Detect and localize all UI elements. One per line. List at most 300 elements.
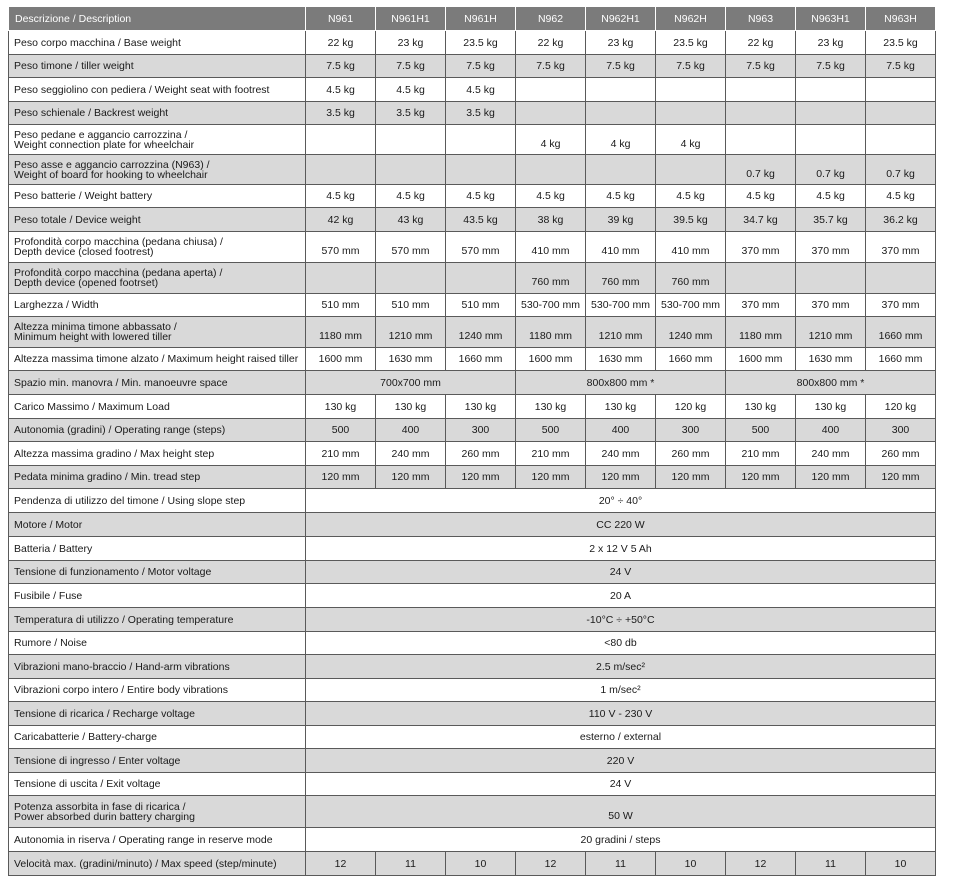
value-cell: 1180 mm xyxy=(306,317,376,348)
value-cell: 38 kg xyxy=(516,208,586,232)
value-cell: 1600 mm xyxy=(726,348,796,371)
header-model: N962H1 xyxy=(586,7,656,31)
row-label xyxy=(9,726,306,749)
table-row xyxy=(9,852,936,876)
row-label-line: Tensione di ricarica / Recharge voltage xyxy=(14,707,195,720)
value-cell: 410 mm xyxy=(656,232,726,263)
value-cell: 10 xyxy=(446,852,516,876)
value-cell xyxy=(866,263,936,294)
row-label xyxy=(9,419,306,442)
value-cell: 23 kg xyxy=(796,31,866,55)
value-cell: 240 mm xyxy=(586,442,656,466)
header-row xyxy=(9,7,936,31)
value-cell xyxy=(726,125,796,155)
row-label xyxy=(9,655,306,679)
value-cell: 220 V xyxy=(306,749,936,773)
value-cell: esterno / external xyxy=(306,726,936,749)
row-label xyxy=(9,185,306,208)
row-label-line: Altezza massima timone alzato / Maximum height raised tiller xyxy=(14,353,299,365)
table-row xyxy=(9,78,936,102)
value-cell: 1600 mm xyxy=(306,348,376,371)
table-row xyxy=(9,395,936,419)
table-row xyxy=(9,608,936,632)
value-cell: -10°C ÷ +50°C xyxy=(306,608,936,632)
spec-table xyxy=(8,6,936,876)
table-row xyxy=(9,102,936,125)
value-cell: 120 mm xyxy=(446,466,516,489)
value-cell: 4.5 kg xyxy=(376,78,446,102)
value-cell: 570 mm xyxy=(306,232,376,263)
value-cell: 3.5 kg xyxy=(446,102,516,125)
value-cell: 300 xyxy=(656,419,726,442)
value-cell: 370 mm xyxy=(866,294,936,317)
row-label xyxy=(9,702,306,726)
table-row xyxy=(9,371,936,395)
value-cell: 7.5 kg xyxy=(656,55,726,78)
value-cell xyxy=(446,125,516,155)
value-cell: 39.5 kg xyxy=(656,208,726,232)
value-cell xyxy=(306,125,376,155)
table-row xyxy=(9,31,936,55)
value-cell xyxy=(376,155,446,185)
row-label xyxy=(9,489,306,513)
value-cell: 10 xyxy=(656,852,726,876)
value-cell: 1210 mm xyxy=(376,317,446,348)
row-label-line: Rumore / Noise xyxy=(14,637,87,649)
value-cell: 24 V xyxy=(306,773,936,796)
value-cell: 4 kg xyxy=(586,125,656,155)
header-model: N962H xyxy=(656,7,726,31)
row-label-line: Carico Massimo / Maximum Load xyxy=(14,400,170,413)
value-cell: 130 kg xyxy=(726,395,796,419)
value-cell: 1240 mm xyxy=(446,317,516,348)
value-cell: 1180 mm xyxy=(726,317,796,348)
value-cell: 0.7 kg xyxy=(866,155,936,185)
value-cell: 36.2 kg xyxy=(866,208,936,232)
row-label xyxy=(9,208,306,232)
value-cell: 0.7 kg xyxy=(726,155,796,185)
value-cell: 510 mm xyxy=(376,294,446,317)
value-cell: 400 xyxy=(376,419,446,442)
value-cell: 240 mm xyxy=(796,442,866,466)
value-cell: 7.5 kg xyxy=(586,55,656,78)
value-cell xyxy=(796,263,866,294)
value-cell: 1240 mm xyxy=(656,317,726,348)
header-model: N963H xyxy=(866,7,936,31)
value-cell: 120 kg xyxy=(866,395,936,419)
row-label xyxy=(9,263,306,294)
value-cell: 530-700 mm xyxy=(586,294,656,317)
value-cell: 260 mm xyxy=(446,442,516,466)
value-cell xyxy=(516,102,586,125)
row-label xyxy=(9,155,306,185)
row-label xyxy=(9,513,306,537)
value-cell: 410 mm xyxy=(586,232,656,263)
row-label xyxy=(9,395,306,419)
row-label-line: Depth device (opened footrset) xyxy=(14,277,159,289)
value-cell: 12 xyxy=(306,852,376,876)
row-label xyxy=(9,828,306,852)
value-cell xyxy=(726,78,796,102)
value-cell: 500 xyxy=(726,419,796,442)
table-row xyxy=(9,442,936,466)
row-label-line: Caricabatterie / Battery-charge xyxy=(14,731,157,743)
value-cell: 20 A xyxy=(306,584,936,608)
row-label xyxy=(9,466,306,489)
value-cell: 4.5 kg xyxy=(306,185,376,208)
value-cell: 410 mm xyxy=(516,232,586,263)
value-cell: 4.5 kg xyxy=(726,185,796,208)
spec-table-body xyxy=(9,31,936,876)
value-cell: 11 xyxy=(376,852,446,876)
value-cell xyxy=(866,102,936,125)
value-cell: 12 xyxy=(726,852,796,876)
table-row xyxy=(9,561,936,584)
value-cell: 570 mm xyxy=(446,232,516,263)
value-cell: 43.5 kg xyxy=(446,208,516,232)
value-cell: 23 kg xyxy=(376,31,446,55)
row-label xyxy=(9,749,306,773)
value-cell: 4.5 kg xyxy=(656,185,726,208)
value-cell: 1630 mm xyxy=(376,348,446,371)
row-label-line: Peso totale / Device weight xyxy=(14,213,141,226)
value-cell xyxy=(516,78,586,102)
table-row xyxy=(9,263,936,294)
value-cell: 22 kg xyxy=(306,31,376,55)
row-label-line: Weight of board for hooking to wheelchair xyxy=(14,168,208,181)
value-cell: 370 mm xyxy=(726,232,796,263)
value-cell: CC 220 W xyxy=(306,513,936,537)
row-label xyxy=(9,102,306,125)
row-label-line: Motore / Motor xyxy=(14,518,83,531)
value-cell: 370 mm xyxy=(866,232,936,263)
value-cell: 4 kg xyxy=(656,125,726,155)
table-row xyxy=(9,317,936,348)
value-cell: 23.5 kg xyxy=(446,31,516,55)
header-model: N963H1 xyxy=(796,7,866,31)
row-label xyxy=(9,125,306,155)
value-cell: 24 V xyxy=(306,561,936,584)
row-label-line: Peso seggiolino con pediera / Weight seat with footrest xyxy=(14,83,270,96)
value-cell: 800x800 mm * xyxy=(726,371,936,395)
value-cell: 120 kg xyxy=(656,395,726,419)
value-cell: 20° ÷ 40° xyxy=(306,489,936,513)
row-label xyxy=(9,442,306,466)
row-label-line: Pedata minima gradino / Min. tread step xyxy=(14,471,201,483)
row-label-line: Peso corpo macchina / Base weight xyxy=(14,36,181,49)
value-cell: 39 kg xyxy=(586,208,656,232)
value-cell xyxy=(866,125,936,155)
value-cell: 120 mm xyxy=(306,466,376,489)
row-label-line: Potenza assorbita in fase di ricarica / xyxy=(14,800,186,813)
table-row xyxy=(9,655,936,679)
value-cell: 130 kg xyxy=(516,395,586,419)
row-label-line: Profondità corpo macchina (pedana chiusa) / xyxy=(14,236,223,248)
table-row xyxy=(9,489,936,513)
value-cell xyxy=(796,102,866,125)
value-cell: 1210 mm xyxy=(586,317,656,348)
value-cell xyxy=(446,263,516,294)
table-row xyxy=(9,466,936,489)
value-cell: 300 xyxy=(866,419,936,442)
row-label-line: Depth device (closed footrest) xyxy=(14,246,154,258)
row-label xyxy=(9,537,306,561)
value-cell: 2 x 12 V 5 Ah xyxy=(306,537,936,561)
value-cell: 4.5 kg xyxy=(306,78,376,102)
header-model: N961H1 xyxy=(376,7,446,31)
value-cell xyxy=(586,78,656,102)
value-cell: <80 db xyxy=(306,632,936,655)
value-cell: 760 mm xyxy=(586,263,656,294)
table-row xyxy=(9,679,936,702)
table-row xyxy=(9,294,936,317)
table-row xyxy=(9,584,936,608)
value-cell xyxy=(866,78,936,102)
value-cell: 110 V - 230 V xyxy=(306,702,936,726)
value-cell: 210 mm xyxy=(306,442,376,466)
row-label-line: Vibrazioni mano-braccio / Hand-arm vibrations xyxy=(14,660,230,673)
row-label xyxy=(9,584,306,608)
value-cell: 1660 mm xyxy=(866,348,936,371)
value-cell: 11 xyxy=(796,852,866,876)
row-label-line: Tensione di funzionamento / Motor voltage xyxy=(14,566,212,578)
value-cell: 700x700 mm xyxy=(306,371,516,395)
table-row xyxy=(9,155,936,185)
value-cell: 4.5 kg xyxy=(446,78,516,102)
value-cell: 400 xyxy=(586,419,656,442)
value-cell: 4.5 kg xyxy=(796,185,866,208)
row-label-line: Altezza massima gradino / Max height step xyxy=(14,447,215,460)
value-cell: 510 mm xyxy=(446,294,516,317)
value-cell: 1 m/sec² xyxy=(306,679,936,702)
value-cell: 7.5 kg xyxy=(446,55,516,78)
value-cell: 7.5 kg xyxy=(866,55,936,78)
value-cell: 7.5 kg xyxy=(516,55,586,78)
value-cell xyxy=(656,102,726,125)
value-cell: 260 mm xyxy=(656,442,726,466)
value-cell: 120 mm xyxy=(586,466,656,489)
row-label xyxy=(9,348,306,371)
value-cell xyxy=(446,155,516,185)
value-cell: 35.7 kg xyxy=(796,208,866,232)
value-cell xyxy=(586,155,656,185)
value-cell: 7.5 kg xyxy=(796,55,866,78)
value-cell: 130 kg xyxy=(796,395,866,419)
value-cell: 120 mm xyxy=(656,466,726,489)
value-cell: 1660 mm xyxy=(446,348,516,371)
row-label-line: Peso pedane e aggancio carrozzina / xyxy=(14,128,188,141)
table-row xyxy=(9,749,936,773)
value-cell: 43 kg xyxy=(376,208,446,232)
value-cell: 1660 mm xyxy=(656,348,726,371)
value-cell: 370 mm xyxy=(796,294,866,317)
row-label xyxy=(9,773,306,796)
row-label xyxy=(9,679,306,702)
value-cell: 130 kg xyxy=(446,395,516,419)
row-label-line: Fusibile / Fuse xyxy=(14,589,83,602)
row-label xyxy=(9,561,306,584)
row-label xyxy=(9,608,306,632)
value-cell: 34.7 kg xyxy=(726,208,796,232)
value-cell: 4.5 kg xyxy=(376,185,446,208)
value-cell: 760 mm xyxy=(516,263,586,294)
value-cell: 23 kg xyxy=(586,31,656,55)
row-label-line: Autonomia (gradini) / Operating range (steps) xyxy=(14,424,226,436)
value-cell: 23.5 kg xyxy=(656,31,726,55)
row-label-line: Profondità corpo macchina (pedana aperta) / xyxy=(14,267,223,279)
table-row xyxy=(9,208,936,232)
value-cell: 120 mm xyxy=(726,466,796,489)
row-label-line: Tensione di uscita / Exit voltage xyxy=(14,778,161,790)
value-cell: 1630 mm xyxy=(796,348,866,371)
table-row xyxy=(9,513,936,537)
value-cell: 370 mm xyxy=(726,294,796,317)
table-row xyxy=(9,537,936,561)
value-cell: 1630 mm xyxy=(586,348,656,371)
table-row xyxy=(9,348,936,371)
value-cell: 4.5 kg xyxy=(516,185,586,208)
value-cell: 23.5 kg xyxy=(866,31,936,55)
value-cell: 50 W xyxy=(306,796,936,828)
table-row xyxy=(9,632,936,655)
row-label-line: Peso timone / tiller weight xyxy=(14,60,134,72)
value-cell xyxy=(516,155,586,185)
value-cell: 530-700 mm xyxy=(516,294,586,317)
header-model: N961 xyxy=(306,7,376,31)
value-cell xyxy=(376,263,446,294)
value-cell: 1660 mm xyxy=(866,317,936,348)
value-cell: 120 mm xyxy=(376,466,446,489)
row-label-line: Larghezza / Width xyxy=(14,299,99,311)
table-row xyxy=(9,828,936,852)
value-cell: 120 mm xyxy=(866,466,936,489)
value-cell: 1210 mm xyxy=(796,317,866,348)
row-label xyxy=(9,371,306,395)
row-label-line: Spazio min. manovra / Min. manoeuvre space xyxy=(14,376,228,389)
value-cell: 570 mm xyxy=(376,232,446,263)
row-label-line: Temperatura di utilizzo / Operating temperature xyxy=(14,613,234,626)
value-cell xyxy=(726,102,796,125)
value-cell: 1180 mm xyxy=(516,317,586,348)
value-cell: 3.5 kg xyxy=(376,102,446,125)
table-row xyxy=(9,185,936,208)
value-cell: 7.5 kg xyxy=(726,55,796,78)
value-cell: 500 xyxy=(306,419,376,442)
value-cell: 3.5 kg xyxy=(306,102,376,125)
row-label xyxy=(9,31,306,55)
value-cell: 7.5 kg xyxy=(306,55,376,78)
header-model: N961H xyxy=(446,7,516,31)
row-label-line: Peso asse e aggancio carrozzina (N963) / xyxy=(14,158,210,171)
value-cell: 4 kg xyxy=(516,125,586,155)
row-label-line: Tensione di ingresso / Enter voltage xyxy=(14,754,181,767)
row-label xyxy=(9,317,306,348)
value-cell: 210 mm xyxy=(726,442,796,466)
value-cell: 1600 mm xyxy=(516,348,586,371)
value-cell: 42 kg xyxy=(306,208,376,232)
row-label xyxy=(9,852,306,876)
value-cell: 4.5 kg xyxy=(866,185,936,208)
value-cell: 300 xyxy=(446,419,516,442)
header-model: N962 xyxy=(516,7,586,31)
value-cell xyxy=(656,155,726,185)
value-cell: 210 mm xyxy=(516,442,586,466)
value-cell xyxy=(376,125,446,155)
value-cell: 130 kg xyxy=(306,395,376,419)
row-label-line: Peso batterie / Weight battery xyxy=(14,190,153,202)
row-label-line: Velocità max. (gradini/minuto) / Max speed (step/minute) xyxy=(14,857,277,870)
value-cell: 120 mm xyxy=(796,466,866,489)
row-label xyxy=(9,55,306,78)
table-row xyxy=(9,55,936,78)
table-row xyxy=(9,773,936,796)
table-row xyxy=(9,726,936,749)
value-cell xyxy=(796,125,866,155)
row-label xyxy=(9,294,306,317)
row-label-line: Power absorbed durin battery charging xyxy=(14,810,195,823)
value-cell xyxy=(306,263,376,294)
table-row xyxy=(9,419,936,442)
value-cell: 260 mm xyxy=(866,442,936,466)
value-cell: 240 mm xyxy=(376,442,446,466)
header-description: Descrizione / Description xyxy=(9,7,306,31)
value-cell: 760 mm xyxy=(656,263,726,294)
row-label xyxy=(9,632,306,655)
value-cell: 800x800 mm * xyxy=(516,371,726,395)
row-label-line: Pendenza di utilizzo del timone / Using slope step xyxy=(14,494,246,507)
value-cell: 11 xyxy=(586,852,656,876)
value-cell: 370 mm xyxy=(796,232,866,263)
row-label xyxy=(9,78,306,102)
table-row xyxy=(9,125,936,155)
value-cell: 10 xyxy=(866,852,936,876)
value-cell: 20 gradini / steps xyxy=(306,828,936,852)
value-cell xyxy=(726,263,796,294)
value-cell xyxy=(796,78,866,102)
value-cell: 12 xyxy=(516,852,586,876)
value-cell: 22 kg xyxy=(516,31,586,55)
value-cell: 500 xyxy=(516,419,586,442)
row-label-line: Autonomia in riserva / Operating range in reserve mode xyxy=(14,833,273,846)
value-cell xyxy=(306,155,376,185)
row-label xyxy=(9,232,306,263)
header-model: N963 xyxy=(726,7,796,31)
value-cell: 4.5 kg xyxy=(446,185,516,208)
value-cell xyxy=(656,78,726,102)
value-cell: 400 xyxy=(796,419,866,442)
row-label-line: Minimum height with lowered tiller xyxy=(14,331,172,343)
row-label xyxy=(9,796,306,828)
row-label-line: Vibrazioni corpo intero / Entire body vibrations xyxy=(14,684,229,696)
value-cell xyxy=(586,102,656,125)
value-cell: 7.5 kg xyxy=(376,55,446,78)
table-row xyxy=(9,232,936,263)
row-label-line: Peso schienale / Backrest weight xyxy=(14,107,169,119)
value-cell: 510 mm xyxy=(306,294,376,317)
value-cell: 0.7 kg xyxy=(796,155,866,185)
value-cell: 120 mm xyxy=(516,466,586,489)
table-row xyxy=(9,796,936,828)
value-cell: 4.5 kg xyxy=(586,185,656,208)
value-cell: 130 kg xyxy=(586,395,656,419)
value-cell: 530-700 mm xyxy=(656,294,726,317)
table-row xyxy=(9,702,936,726)
value-cell: 2.5 m/sec² xyxy=(306,655,936,679)
row-label-line: Altezza minima timone abbassato / xyxy=(14,321,177,333)
value-cell: 130 kg xyxy=(376,395,446,419)
value-cell: 22 kg xyxy=(726,31,796,55)
row-label-line: Weight connection plate for wheelchair xyxy=(14,138,195,151)
